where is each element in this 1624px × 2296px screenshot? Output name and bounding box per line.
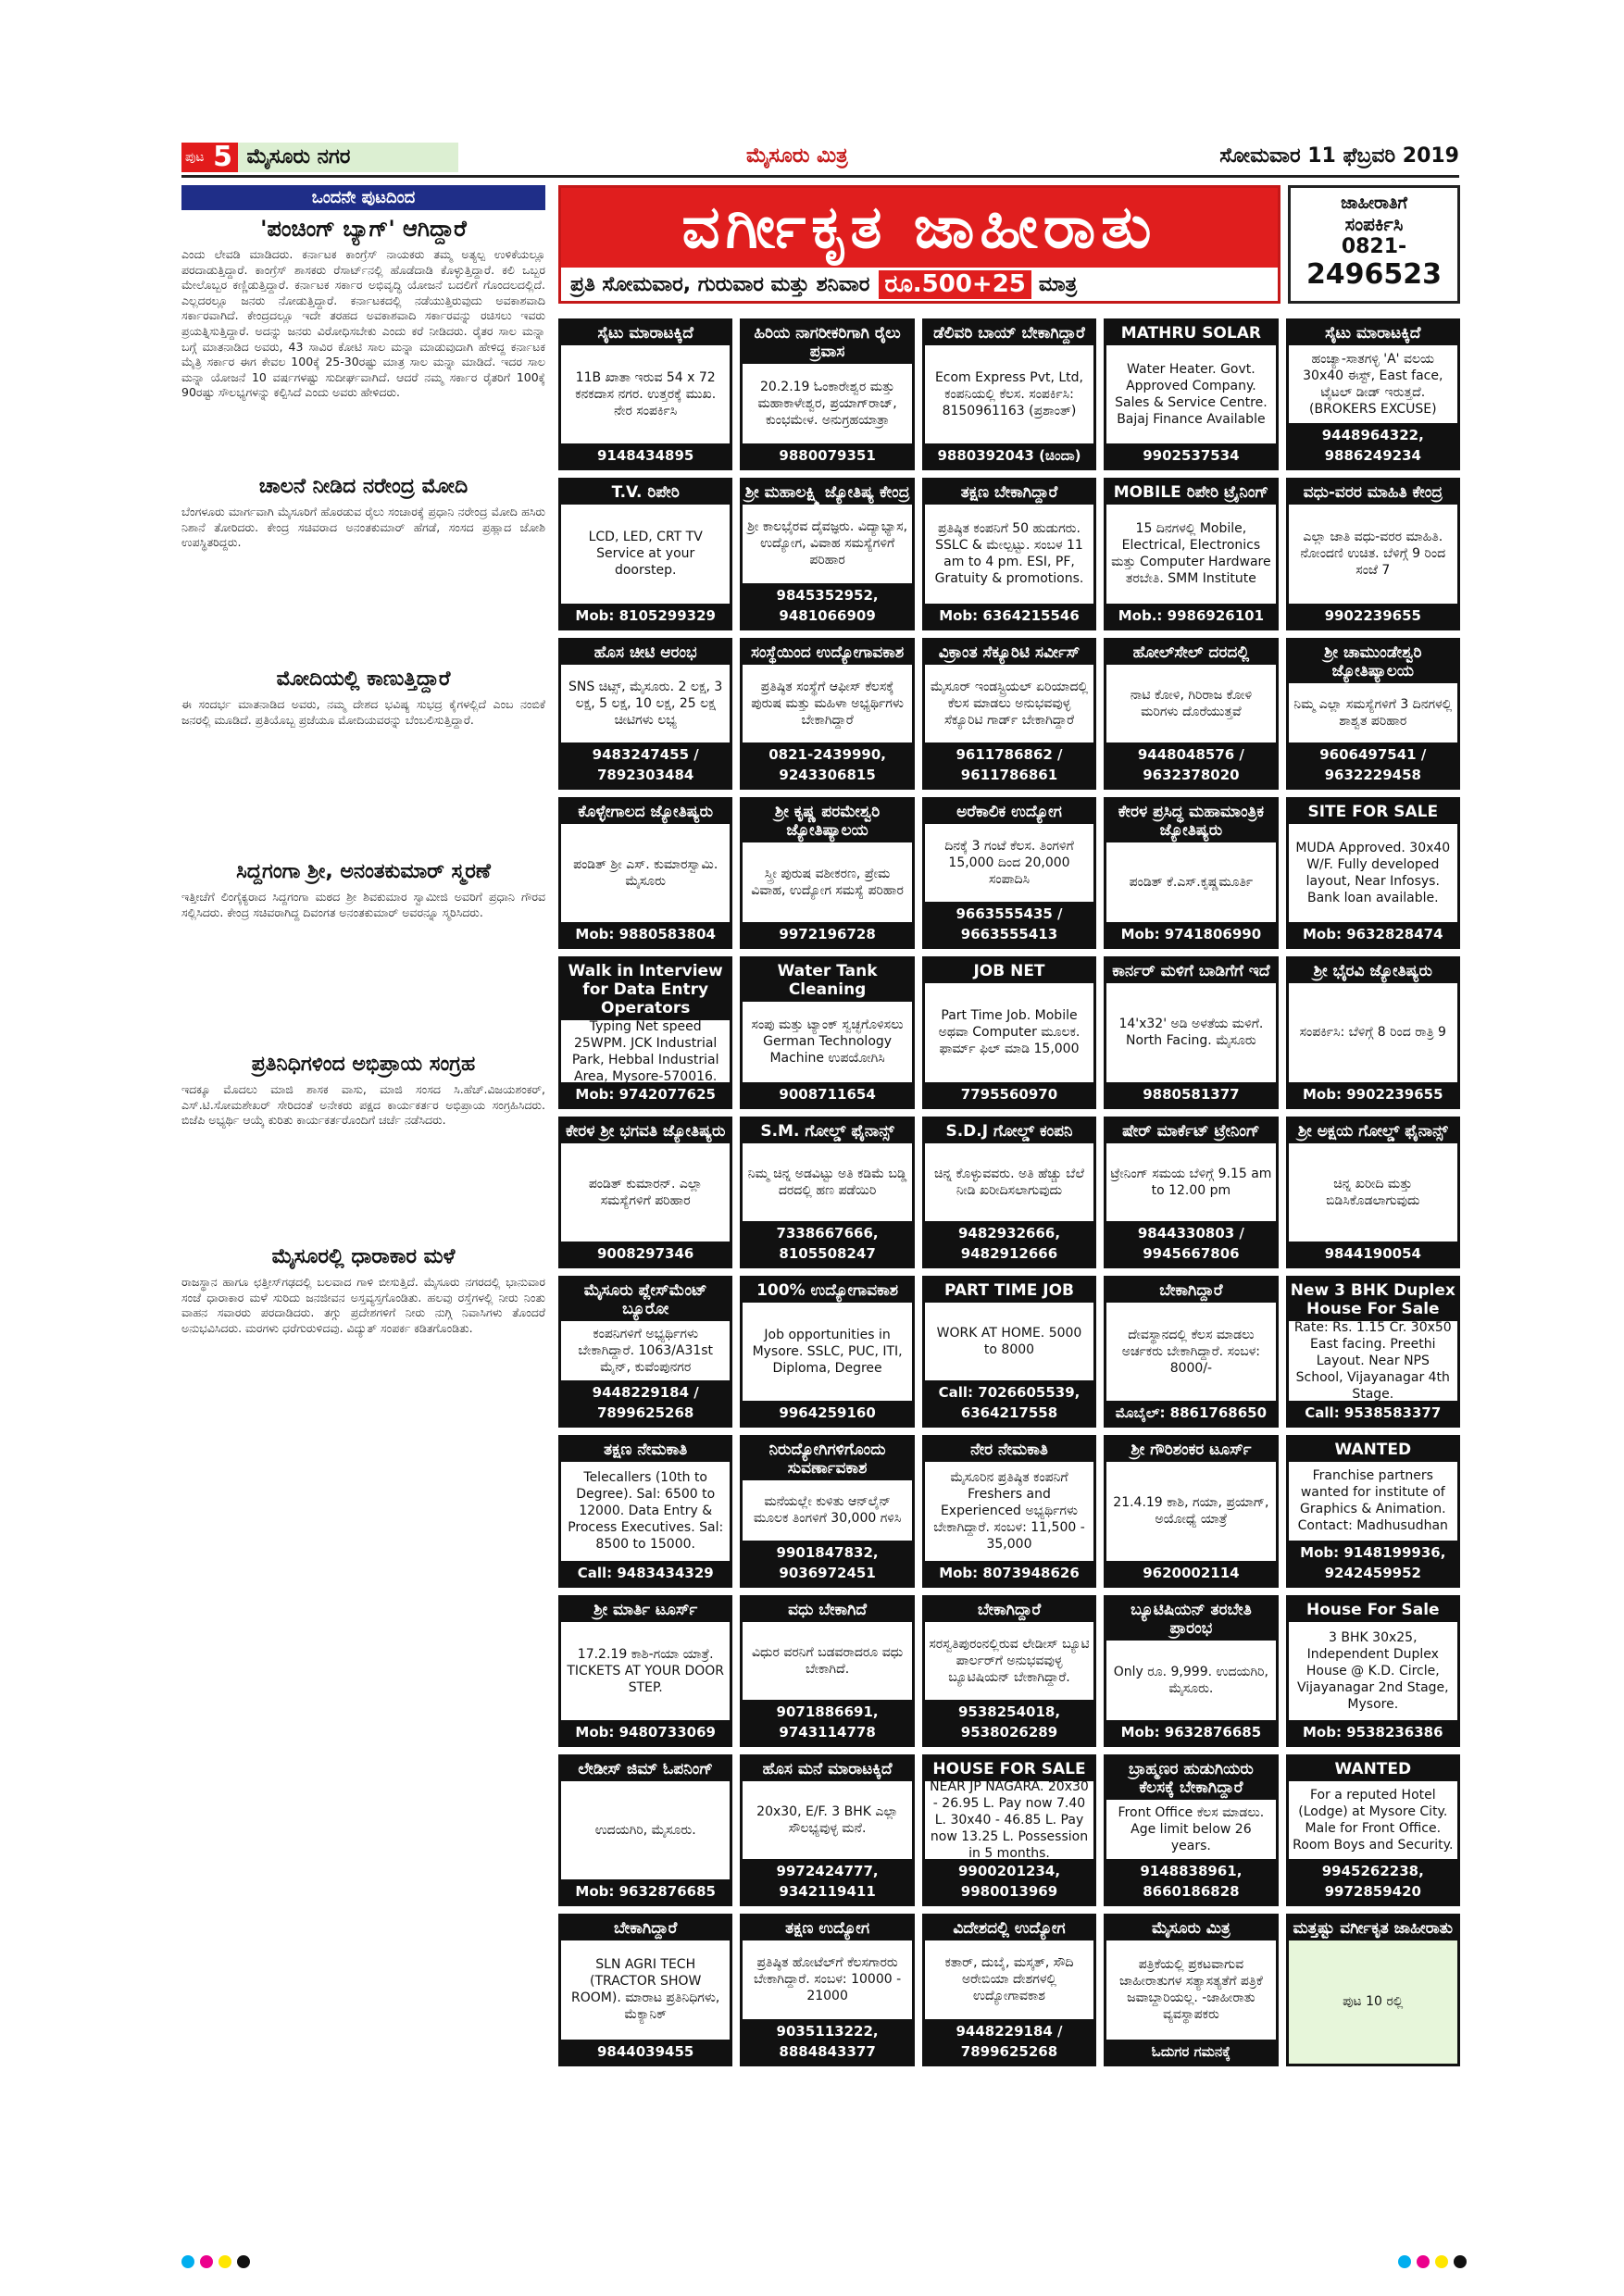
classified-ad [922,797,1096,949]
ad-phone: 9972424777, 9342119411 [743,1859,911,1903]
ad-title: ಅರೆಕಾಲಿಕ ಉದ್ಯೋಗ [925,800,1093,824]
paragraph-3: ಇತ್ತೀಚೆಗೆ ಲಿಂಗೈಕ್ಯರಾದ ಸಿದ್ದಗಂಗಾ ಮಠದ ಶ್ರೀ ಶಿವಕುಮಾರ ಸ್ವಾಮೀಜಿ ಅವರಿಗೆ ಪ್ರಧಾನಿ ಗೌರವ ಸಲ್ಲಿಸಿದರು. ಕೇಂದ್ರ ಸಚಿವರಾಗಿದ್ದ ದಿವಂಗತ ಅನಂತಕುಮಾರ್ ಅವರನ್ನೂ ಸ್ಮರಿಸಿದರು. [181,890,545,919]
ad-phone: 9844190054 [1289,1242,1457,1266]
ad-title: ಕಾರ್ನರ್ ಮಳಿಗೆ ಬಾಡಿಗೆಗೆ ಇದೆ [1106,959,1275,983]
classified-ad [922,1435,1096,1587]
classified-ad [922,1117,1096,1268]
page-number: 5 [208,143,238,172]
ad-body: SLN AGRI TECH (TRACTOR SHOW ROOM). ಮಾರಾಟ ಪ್ರತಿನಿಧಿಗಳು, ಮೆಕ್ಯಾನಿಕ್ [571,1957,720,2023]
classified-ad [740,638,914,790]
page-label [181,143,458,172]
classified-ad [1104,797,1278,949]
ad-body: Only ರೂ. 9,999. ಉದಯಗಿರಿ, ಮೈಸೂರು. [1113,1664,1269,1696]
ad-phone: 9071886691, 9743114778 [743,1700,911,1744]
masthead: ಮೈಸೂರು ಮಿತ್ರ [746,144,848,168]
ad-phone: 7795560970 [925,1082,1093,1106]
ad-body: ಚಿನ್ನ ಖರೀದಿ ಮತ್ತು ಬಿಡಿಸಿಕೊಡಲಾಗುವುದು [1326,1176,1420,1208]
ad-title: ವಧು ಬೇಕಾಗಿದೆ [743,1598,911,1622]
ad-body: Telecallers (10th to Degree). Sal: 6500 to 12000. Data Entry & Process Executives. Sal: 8500 to 15000. [568,1470,724,1553]
ad-phone: 9606497541 / 9632229458 [1289,742,1457,787]
classified-ad [1286,478,1460,630]
ad-title: ಹೊಸ ಚೀಟಿ ಆರಂಭ [561,641,730,665]
classified-ad [922,1595,1096,1747]
ad-body: ನಾಟಿ ಕೋಳಿ, ಗಿರಿರಾಜ ಕೋಳಿ ಮರಿಗಳು ದೊರೆಯುತ್ತವೆ [1130,687,1253,719]
ad-body: LCD, LED, CRT TV Service at your doorstep. [588,530,703,579]
ad-title: ಹೋಲ್‌ಸೇಲ್ ದರದಲ್ಲಿ [1106,641,1275,665]
ad-body: ಟ್ರೇನಿಂಗ್ ಸಮಯ ಬೆಳಿಗ್ಗೆ 9.15 am to 12.00 pm [1110,1166,1272,1198]
classified-ad [740,1435,914,1587]
ad-phone: Mob.: 9986926101 [1106,604,1275,628]
ad-body: Part Time Job. Mobile ಅಥವಾ Computer ಮೂಲಕ. ಫಾರ್ಮ್ ಫಿಲ್ ಮಾಡಿ 15,000 [938,1008,1081,1057]
ad-body: ಚಿನ್ನ ಕೊಳ್ಳುವವರು. ಅತಿ ಹೆಚ್ಚು ಬೆಲೆ ನೀಡಿ ಖರೀದಿಸಲಾಗುವುದು [934,1166,1084,1198]
classified-ad [1104,638,1278,790]
ad-phone: 9448048576 / 9632378020 [1106,742,1275,787]
ad-phone: 9483247455 / 7892303484 [561,742,730,787]
subhead-3: ಸಿದ್ದಗಂಗಾ ಶ್ರೀ, ಅನಂತಕುಮಾರ್ ಸ್ಮರಣೆ [236,860,491,883]
ad-phone: Mob: 9148199936, 9242459952 [1289,1541,1457,1585]
ad-phone: 9008297346 [561,1242,730,1266]
yellow-dot [1435,2255,1448,2268]
ad-body: ಮನೆಯಲ್ಲೇ ಕುಳಿತು ಆನ್‌ಲೈನ್ ಮೂಲಕ ತಿಂಗಳಿಗೆ 30,000 ಗಳಿಸಿ [753,1494,902,1527]
classifieds-days: ಪ್ರತಿ ಸೋಮವಾರ, ಗುರುವಾರ ಮತ್ತು ಶನಿವಾರ [570,272,870,296]
ad-title: ಬೇಕಾಗಿದ್ದಾರೆ [925,1598,1093,1622]
subhead-4: ಪ್ರತಿನಿಧಿಗಳಿಂದ ಅಭಿಪ್ರಾಯ ಸಂಗ್ರಹ [251,1053,476,1076]
yellow-dot [219,2255,231,2268]
classified-ad [558,1754,732,1906]
ad-phone: 9844330803 / 9945667806 [1106,1221,1275,1266]
ad-phone: 9972196728 [743,922,911,946]
contact-phone: 2496523 [1305,258,1443,291]
ad-phone: 9663555435 / 9663555413 [925,902,1093,946]
classified-ad [1286,1276,1460,1428]
ad-phone: 9902537534 [1106,443,1275,468]
ad-title: Water Tank Cleaning [743,959,911,1002]
ad-title: ಡೆಲಿವರಿ ಬಾಯ್ ಬೇಕಾಗಿದ್ದಾರೆ [925,321,1093,345]
ad-body: ಪತ್ರಿಕೆಯಲ್ಲಿ ಪ್ರಕಟವಾಗುವ ಜಾಹೀರಾತುಗಳ ಸತ್ಯಾಸತ್ಯತೆಗೆ ಪತ್ರಿಕೆ ಜವಾಬ್ದಾರಿಯಲ್ಲ. -ಜಾಹೀರಾತು ವ್ಯವಸ್ಥಾಪಕರು [1119,1957,1263,2023]
page-section-name: ಮೈಸೂರು ನಗರ [238,143,458,172]
ad-phone: 9448229184 / 7899625268 [925,2019,1093,2064]
ad-phone: 9901847832, 9036972451 [743,1541,911,1585]
ad-title: PART TIME JOB [925,1279,1093,1303]
ad-body: ಪ್ರತಿಷ್ಠಿತ ಹೋಟೆಲ್‌ಗೆ ಕೆಲಸಗಾರರು ಬೇಕಾಗಿದ್ದಾರೆ. ಸಂಬಳ: 10000 - 21000 [754,1955,902,2004]
continued-banner: ಒಂದನೇ ಪುಟದಿಂದ [181,185,545,210]
ad-body: ಪಂಡಿತ್ ಕುಮಾರನ್. ಎಲ್ಲಾ ಸಮಸ್ಯೆಗಳಿಗೆ ಪರಿಹಾರ [588,1176,703,1208]
ad-body: Typing Net speed 25WPM. JCK Industrial Park, Hebbal Industrial Area, Mysore-570016. [571,1020,719,1082]
ad-title: ನಿರುದ್ಯೋಗಿಗಳಿಗೊಂದು ಸುವರ್ಣಾವಕಾಶ [743,1438,911,1480]
magenta-dot [200,2255,213,2268]
ad-phone: ಓದುಗರ ಗಮನಕ್ಕೆ [1106,2040,1275,2064]
ad-phone: 9611786862 / 9611786861 [925,742,1093,787]
ad-body: Ecom Express Pvt, Ltd, ಕಂಪನಿಯಲ್ಲಿ ಕೆಲಸ. ಸಂಪರ್ಕಿಸಿ: 8150961163 (ಪ್ರಶಾಂತ್) [934,370,1084,419]
ad-title: ಸಂಸ್ಥೆಯಿಂದ ಉದ್ಯೋಗಾವಕಾಶ [743,641,911,665]
classified-ad [558,1595,732,1747]
ad-body: For a reputed Hotel (Lodge) at Mysore City. Male for Front Office. Room Boys and Security. [1293,1788,1454,1853]
contact-line-2: ಸಂಪರ್ಕಿಸಿ [1344,213,1404,235]
classifieds-title: ವರ್ಗೀಕೃತ ಜಾಹೀರಾತು [561,188,1278,268]
ad-title: MOBILE ರಿಪೇರಿ ಟ್ರೈನಿಂಗ್ [1106,480,1275,505]
print-registration-marks-right [1398,2255,1467,2268]
classified-ad [1104,1914,1278,2065]
ad-title: ಶ್ರೀ ಕೃಷ್ಣ ಪರಮೇಶ್ವರಿ ಜ್ಯೋತಿಷ್ಯಾಲಯ [743,800,911,842]
classified-ad [922,956,1096,1108]
classified-ads-grid [558,318,1460,2226]
ad-title: ಕೇರಳ ಶ್ರೀ ಭಗವತಿ ಜ್ಯೋತಿಷ್ಯರು [561,1119,730,1143]
classified-ad [1104,1276,1278,1428]
ad-body: WORK AT HOME. 5000 to 8000 [936,1326,1082,1358]
ad-body: ಉದಯಗಿರಿ, ಮೈಸೂರು. [594,1823,696,1839]
ad-title: JOB NET [925,959,1093,983]
ad-body: 15 ದಿನಗಳಲ್ಲಿ Mobile, Electrical, Electronics ಮತ್ತು Computer Hardware ತರಬೇತಿ. SMM Institute [1111,521,1271,587]
page-header [181,141,1459,178]
ad-phone: Mob: 9632876685 [1106,1720,1275,1744]
ad-title: ಶ್ರೀ ಮಹಾಲಕ್ಷ್ಮಿ ಜ್ಯೋತಿಷ್ಯ ಕೇಂದ್ರ [743,480,911,505]
ad-title: New 3 BHK Duplex House For Sale [1289,1279,1457,1321]
classified-ad [1104,318,1278,470]
classified-ad [1104,1754,1278,1906]
ad-phone: Mob: 8073948626 [925,1561,1093,1585]
ad-title: ವಿಕ್ರಾಂತ ಸೆಕ್ಯೂರಿಟಿ ಸರ್ವೀಸ್ [925,641,1093,665]
ad-body: ಮೈಸೂರ್ ಇಂಡಸ್ಟ್ರಿಯಲ್ ಏರಿಯಾದಲ್ಲಿ ಕೆಲಸ ಮಾಡಲು ಅನುಭವವುಳ್ಳ ಸೆಕ್ಯೂರಿಟಿ ಗಾರ್ಡ್ ಬೇಕಾಗಿದ್ದಾರೆ [930,679,1089,728]
black-dot [1454,2255,1467,2268]
classified-ad [1286,956,1460,1108]
ad-body: ವಿಧುರ ವರನಿಗೆ ಬಡವರಾದರೂ ವಧು ಬೇಕಾಗಿದೆ. [751,1644,904,1677]
ad-title: S.D.J ಗೋಲ್ಡ್ ಕಂಪನಿ [925,1119,1093,1143]
classified-ad [1286,638,1460,790]
ad-phone: Call: 9538583377 [1289,1401,1457,1425]
contact-line-1: ಜಾಹೀರಾತಿಗೆ [1341,193,1407,213]
ad-title: ಷೇರ್ ಮಾರ್ಕೆಟ್ ಟ್ರೇನಿಂಗ್ [1106,1119,1275,1143]
subhead-2: ಮೋದಿಯಲ್ಲಿ ಕಾಣುತ್ತಿದ್ದಾರೆ [276,668,451,691]
classifieds-rate: ರೂ.500+25 [879,270,1031,299]
ad-title: WANTED [1289,1438,1457,1462]
ad-title: ತಕ್ಷಣ ಬೇಕಾಗಿದ್ದಾರೆ [925,480,1093,505]
ad-body: ನಿಮ್ಮ ಚಿನ್ನ ಅಡವಿಟ್ಟು ಅತಿ ಕಡಿಮೆ ಬಡ್ಡಿ ದರದಲ್ಲಿ ಹಣ ಪಡೆಯಿರಿ [747,1166,907,1198]
classifieds-banner [558,185,1280,304]
print-registration-marks-left [181,2255,250,2268]
news-column [181,185,545,2227]
ad-body: 14'x32' ಅಡಿ ಅಳತೆಯ ಮಳಿಗೆ. North Facing. ಮೈಸೂರು [1118,1017,1264,1049]
ad-body: Rate: Rs. 1.15 Cr. 30x50 East facing. Preethi Layout. Near NPS School, Vijayanagar 4th Stage. [1293,1320,1452,1402]
ad-phone: 9482932666, 9482912666 [925,1221,1093,1266]
subhead-5: ಮೈಸೂರಲ್ಲಿ ಧಾರಾಕಾರ ಮಳೆ [271,1245,456,1268]
ad-title: ಕೊಳ್ಳೇಗಾಲದ ಜ್ಯೋತಿಷ್ಯರು [561,800,730,824]
classified-ad [740,1117,914,1268]
ad-title: ನೇರ ನೇಮಕಾತಿ [925,1438,1093,1462]
ad-phone: Mob: 9480733069 [561,1720,730,1744]
paragraph-2: ಈ ಸಂದರ್ಭ ಮಾತನಾಡಿದ ಅವರು, ನಮ್ಮ ದೇಶದ ಭವಿಷ್ಯ ಸುಭದ್ರ ಕೈಗಳಲ್ಲಿದೆ ಎಂಬ ನಂಬಿಕೆ ಜನರಲ್ಲಿ ಮೂಡಿದೆ. ಪ್ರತಿಯೊಬ್ಬ ಪ್ರಜೆಯೂ ಮೋದಿಯವರನ್ನು ಬೆಂಬಲಿಸುತ್ತಿದ್ದಾರೆ. [181,697,545,727]
ad-body: ಪಂಡಿತ್ ಶ್ರೀ ಎಸ್. ಕುಮಾರಸ್ವಾಮಿ. ಮೈಸೂರು [573,857,718,890]
classified-ad [740,1754,914,1906]
ad-phone: Mob: 8105299329 [561,604,730,628]
contact-line-3: 0821- [1341,235,1407,258]
classified-ad [740,478,914,630]
ad-body: ಪ್ರತಿಷ್ಠಿತ ಕಂಪನಿಗೆ 50 ಹುಡುಗರು. SSLC & ಮೇಲ್ಪಟ್ಟು. ಸಂಬಳ 11 am to 4 pm. ESI, PF, Gratuity & promotions. [934,521,1084,587]
ad-title: ಶ್ರೀ ಅಕ್ಷಯ ಗೋಲ್ಡ್ ಫೈನಾನ್ಸ್ [1289,1119,1457,1143]
ad-phone: 9448229184 / 7899625268 [561,1380,730,1425]
ad-body: ಸಂಪರ್ಕಿಸಿ: ಬೆಳಿಗ್ಗೆ 8 ರಿಂದ ರಾತ್ರಿ 9 [1299,1025,1446,1041]
ad-phone: 9880581377 [1106,1082,1275,1106]
ad-phone: Mob: 6364215546 [925,604,1093,628]
ad-body: Water Heater. Govt. Approved Company. Sales & Service Centre. Bajaj Finance Available [1115,362,1268,428]
ad-title: ಕೇರಳ ಪ್ರಸಿದ್ಧ ಮಹಾಮಾಂತ್ರಿಕ ಜ್ಯೋತಿಷ್ಯರು [1106,800,1275,842]
ad-title: ಬ್ಯೂಟಿಷಿಯನ್ ತರಬೇತಿ ಪ್ರಾರಂಭ [1106,1598,1275,1641]
classified-ad [1286,1914,1460,2065]
ad-body: ಸ್ತ್ರೀ ಪುರುಷ ವಶೀಕರಣ, ಪ್ರೇಮ ವಿವಾಹ, ಉದ್ಯೋಗ ಸಮಸ್ಯೆ ಪರಿಹಾರ [751,867,904,899]
ad-contact-box [1288,185,1460,304]
classified-ad [1286,1435,1460,1587]
classified-ad [922,1276,1096,1428]
ad-title: ಶ್ರೀ ಭೈರವಿ ಜ್ಯೋತಿಷ್ಯರು [1289,959,1457,983]
ad-title: ಬ್ರಾಹ್ಮಣರ ಹುಡುಗಿಯರು ಕೆಲಸಕ್ಕೆ ಬೇಕಾಗಿದ್ದಾರೆ [1106,1757,1275,1800]
paragraph-1: ಬೆಂಗಳೂರು ಮಾರ್ಗವಾಗಿ ಮೈಸೂರಿಗೆ ಹೊರಡುವ ರೈಲು ಸಂಚಾರಕ್ಕೆ ಪ್ರಧಾನಿ ನರೇಂದ್ರ ಮೋದಿ ಹಸಿರು ನಿಶಾನೆ ತೋರಿದರು. ಕೇಂದ್ರ ಸಚಿವರಾದ ಅನಂತಕುಮಾರ್ ಹೆಗಡೆ, ಸಂಸದ ಪ್ರಹ್ಲಾದ ಜೋಶಿ ಉಪಸ್ಥಿತರಿದ್ದರು. [181,505,545,550]
ad-body: 20x30, E/F. 3 BHK ಎಲ್ಲಾ ಸೌಲಭ್ಯವುಳ್ಳ ಮನೆ. [756,1804,899,1837]
classified-ad [1104,1117,1278,1268]
classified-ad [922,318,1096,470]
classified-ad [558,1435,732,1587]
ad-title: HOUSE FOR SALE [925,1757,1093,1781]
ad-title: ತಕ್ಷಣ ಉದ್ಯೋಗ [743,1916,911,1940]
ad-phone: Call: 9483434329 [561,1561,730,1585]
classified-ad [558,956,732,1108]
ad-phone: 9035113222, 8884843377 [743,2019,911,2064]
paragraph-5: ರಾಜಸ್ಥಾನ ಹಾಗೂ ಛತ್ತೀಸ್‌ಗಢದಲ್ಲಿ ಬಲವಾದ ಗಾಳಿ ಬೀಸುತ್ತಿದೆ. ಮೈಸೂರು ನಗರದಲ್ಲಿ ಭಾನುವಾರ ಸಂಜೆ ಧಾರಾಕಾರ ಮಳೆ ಸುರಿದು ಜನಜೀವನ ಅಸ್ತವ್ಯಸ್ತಗೊಂಡಿತು. ಹಲವು ರಸ್ತೆಗಳಲ್ಲಿ ನೀರು ನಿಂತು ವಾಹನ ಸವಾರರು ಪರದಾಡಿದರು. ತಗ್ಗು ಪ್ರದೇಶಗಳಿಗೆ ನೀರು ನುಗ್ಗಿ ನಿವಾಸಿಗಳು ತೊಂದರೆ ಅನುಭವಿಸಿದರು. ಮರಗಳು ಧರೆಗುರುಳಿದವು. ವಿದ್ಯುತ್ ಸಂಪರ್ಕ ಕಡಿತಗೊಂಡಿತು. [181,1275,545,1335]
ad-title: 100% ಉದ್ಯೋಗಾವಕಾಶ [743,1279,911,1303]
ad-phone: Mob: 9538236386 [1289,1720,1457,1744]
ad-title: ಮೈಸೂರು ಮಿತ್ರ [1106,1916,1275,1940]
ad-body: ಪುಟ 10 ರಲ್ಲಿ [1343,1994,1404,2010]
ad-body: NEAR JP NAGARA. 20x30 - 26.95 L. Pay now 7.40 L. 30x40 - 46.85 L. Pay now 13.25 L. Possession in 5 months. [930,1780,1089,1860]
classified-ad [1286,797,1460,949]
classified-ad [558,1117,732,1268]
page-prefix: ಪುಟ [181,143,208,172]
ad-phone: 9148434895 [561,443,730,468]
classified-ad [1286,1754,1460,1906]
ad-body: ಎಲ್ಲಾ ಜಾತಿ ವಧು-ವರರ ಮಾಹಿತಿ. ನೋಂದಣಿ ಉಚಿತ. ಬೆಳಿಗ್ಗೆ 9 ರಿಂದ ಸಂಜೆ 7 [1300,530,1446,579]
ad-phone: ಮೊಬೈಲ್: 8861768650 [1106,1401,1275,1425]
classified-ad [740,318,914,470]
ad-body: ಸರಸ್ವತಿಪುರಂನಲ್ಲಿರುವ ಲೇಡೀಸ್ ಬ್ಯೂಟಿ ಪಾರ್ಲರ್‌ಗೆ ಅನುಭವವುಳ್ಳ ಬ್ಯೂಟಿಷಿಯನ್ ಬೇಕಾಗಿದ್ದಾರೆ. [929,1636,1090,1685]
ad-phone: 9538254018, 9538026289 [925,1700,1093,1744]
ad-phone: 9620002114 [1106,1561,1275,1585]
ad-phone: 9845352952, 9481066909 [743,583,911,628]
ad-body: ದಿನಕ್ಕೆ 3 ಗಂಟೆ ಕೆಲಸ. ತಿಂಗಳಿಗೆ 15,000 ದಿಂದ 20,000 ಸಂಪಾದಿಸಿ [944,839,1074,888]
ad-phone: 9902239655 [1289,604,1457,628]
ad-title: House For Sale [1289,1598,1457,1622]
ad-body: Front Office ಕೆಲಸ ಮಾಡಲು. Age limit below 26 years. [1118,1805,1265,1854]
ad-phone: Mob: 9742077625 [561,1082,730,1106]
ad-body: ಸಂಪು ಮತ್ತು ಟ್ಯಾಂಕ್ ಸ್ವಚ್ಛಗೊಳಿಸಲು German Technology Machine ಉಪಯೋಗಿಸಿ [751,1017,904,1067]
ad-body: ಪ್ರತಿಷ್ಠಿತ ಸಂಸ್ಥೆಗೆ ಆಫೀಸ್ ಕೆಲಸಕ್ಕೆ ಪುರುಷ ಮತ್ತು ಮಹಿಳಾ ಅಭ್ಯರ್ಥಿಗಳು ಬೇಕಾಗಿದ್ದಾರೆ [751,679,904,728]
ad-body: ನಿಮ್ಮ ಎಲ್ಲಾ ಸಮಸ್ಯೆಗಳಿಗೆ 3 ದಿನಗಳಲ್ಲಿ ಶಾಶ್ವತ ಪರಿಹಾರ [1293,696,1453,729]
ad-body: 17.2.19 ಕಾಶಿ-ಗಯಾ ಯಾತ್ರೆ. TICKETS AT YOUR DOOR STEP. [567,1646,725,1695]
classified-ad [1104,478,1278,630]
ad-body: 20.2.19 ಓಂಕಾರೇಶ್ವರ ಮತ್ತು ಮಹಾಕಾಳೇಶ್ವರ, ಪ್ರಯಾಗ್‌ರಾಜ್, ಕುಂಭಮೇಳ. ಅನುಗ್ರಹಯಾತ್ರಾ [757,380,897,429]
classified-ad [558,318,732,470]
ad-phone: 9945262238, 9972859420 [1289,1859,1457,1903]
ad-phone: 9148838961, 8660186828 [1106,1859,1275,1903]
ad-phone: Call: 7026605539, 6364217558 [925,1380,1093,1425]
ad-title: ಮತ್ತಷ್ಟು ವರ್ಗೀಕೃತ ಜಾಹೀರಾತು [1289,1916,1457,1940]
classified-ad [558,1276,732,1428]
ad-phone: Mob: 9902239655 [1289,1082,1457,1106]
classified-ad [1286,1595,1460,1747]
ad-body: 3 BHK 30x25, Independent Duplex House @ K.D. Circle, Vijayanagar 2nd Stage, Mysore. [1296,1629,1449,1712]
ad-title: ಮೈಸೂರು ಪ್ಲೇಸ್‌ಮೆಂಟ್ ಬ್ಯೂರೋ [561,1279,730,1321]
magenta-dot [1417,2255,1430,2268]
classified-ad [740,1276,914,1428]
ad-title: S.M. ಗೋಲ್ಡ್ ಫೈನಾನ್ಸ್ [743,1119,911,1143]
ad-body: ಮೈಸೂರಿನ ಪ್ರತಿಷ್ಠಿತ ಕಂಪನಿಗೆ Freshers and Experienced ಅಭ್ಯರ್ಥಿಗಳು ಬೇಕಾಗಿದ್ದಾರೆ. ಸಂಬಳ: 11,500 - 35,000 [933,1470,1085,1553]
classified-ad [1286,1117,1460,1268]
ad-title: ವಿದೇಶದಲ್ಲಿ ಉದ್ಯೋಗ [925,1916,1093,1940]
ad-body: MUDA Approved. 30x40 W/F. Fully developed layout, Near Infosys. Bank loan available. [1295,841,1451,906]
classified-ad [1104,956,1278,1108]
lead-headline: 'ಪಂಚಿಂಗ್ ಬ್ಯಾಗ್' ಆಗಿದ್ದಾರೆ [260,216,467,242]
ad-body: Franchise partners wanted for institute of Graphics & Animation. Contact: Madhusudhan [1297,1468,1448,1534]
classified-ad [922,1914,1096,2065]
classified-ad [1104,1435,1278,1587]
ad-title: ಸೈಟು ಮಾರಾಟಕ್ಕಿದೆ [561,321,730,345]
classified-ad [558,638,732,790]
ad-phone: Mob: 9632876685 [561,1879,730,1903]
ad-phone: 9008711654 [743,1082,911,1106]
ad-title: ಲೇಡೀಸ್ ಜಿಮ್ ಓಪನಿಂಗ್ [561,1757,730,1781]
ad-phone: 7338667666, 8105508247 [743,1221,911,1266]
ad-title: ಶ್ರೀ ಮಾರ್ತಿ ಟೂರ್ಸ್ [561,1598,730,1622]
ad-body: ಶ್ರೀ ಕಾಲಭೈರವ ದೈವಜ್ಞರು. ವಿದ್ಯಾಭ್ಯಾಸ, ಉದ್ಯೋಗ, ವಿವಾಹ ಸಮಸ್ಯೆಗಳಿಗೆ ಪರಿಹಾರ [747,519,908,568]
ad-phone: Mob: 9632828474 [1289,922,1457,946]
classified-ad [1104,1595,1278,1747]
classified-ad [740,797,914,949]
classified-ad [558,478,732,630]
ad-title: ಹೊಸ ಮನೆ ಮಾರಾಟಕ್ಕಿದೆ [743,1757,911,1781]
ad-body: ಹಂಚ್ಯಾ-ಸಾತಗಳ್ಳಿ 'A' ವಲಯ 30x40 ಈಸ್ಟ್, East face, ಟೈಟಲ್ ಡೀಡ್ ಇರುತ್ತದೆ. (BROKERS EXCUSE) [1303,352,1443,418]
ad-title: MATHRU SOLAR [1106,321,1275,345]
ad-title: ಶ್ರೀ ಗೌರಿಶಂಕರ ಟೂರ್ಸ್ [1106,1438,1275,1462]
ad-body: ಪಂಡಿತ್ ಕೆ.ಎಸ್.ಕೃಷ್ಣಮೂರ್ತಿ [1129,875,1254,891]
ad-body: ದೇವಸ್ಥಾನದಲ್ಲಿ ಕೆಲಸ ಮಾಡಲು ಅರ್ಚಕರು ಬೇಕಾಗಿದ್ದಾರೆ. ಸಂಬಳ: 8000/- [1121,1328,1261,1377]
ad-title: ಬೇಕಾಗಿದ್ದಾರೆ [561,1916,730,1940]
ad-phone: 9844039455 [561,2040,730,2064]
ad-body: ಕತಾರ್, ದುಬೈ, ಮಸ್ಕತ್, ಸೌದಿ ಅರೇಬಿಯಾ ದೇಶಗಳಲ್ಲಿ ಉದ್ಯೋಗಾವಕಾಶ [944,1955,1074,2004]
ad-phone: 9448964322, 9886249234 [1289,423,1457,468]
classifieds-rate-suffix: ಮಾತ್ರ [1038,272,1078,296]
ad-phone: 0821-2439990, 9243306815 [743,742,911,787]
classified-ad [922,1754,1096,1906]
cyan-dot [181,2255,194,2268]
cyan-dot [1398,2255,1411,2268]
ad-body: SNS ಚಿಟ್ಸ್, ಮೈಸೂರು. 2 ಲಕ್ಷ, 3 ಲಕ್ಷ, 5 ಲಕ್ಷ, 10 ಲಕ್ಷ, 25 ಲಕ್ಷ ಚೀಟಿಗಳು ಲಭ್ಯ [568,679,723,728]
subhead-1: ಚಾಲನೆ ನೀಡಿದ ನರೇಂದ್ರ ಮೋದಿ [258,475,468,498]
ad-title: ವಧು-ವರರ ಮಾಹಿತಿ ಕೇಂದ್ರ [1289,480,1457,505]
classified-ad [1286,318,1460,470]
ad-title: Walk in Interview for Data Entry Operators [561,959,730,1020]
classifieds-subtitle-row [561,268,1278,301]
ad-body: ಕಂಪನಿಗಳಿಗೆ ಅಭ್ಯರ್ಥಿಗಳು ಬೇಕಾಗಿದ್ದಾರೆ. 1063/A31st ಮೈನ್, ಕುವೆಂಪುನಗರ [578,1327,714,1376]
classified-ad [922,638,1096,790]
ad-phone: 9880079351 [743,443,911,468]
ad-title: ಬೇಕಾಗಿದ್ದಾರೆ [1106,1279,1275,1303]
ad-title: ತಕ್ಷಣ ನೇಮಕಾತಿ [561,1438,730,1462]
ad-body: Job opportunities in Mysore. SSLC, PUC, ITI, Diploma, Degree [752,1328,903,1377]
ad-title: WANTED [1289,1757,1457,1781]
ad-phone: Mob: 9880583804 [561,922,730,946]
ad-title: ಶ್ರೀ ಚಾಮುಂಡೇಶ್ವರಿ ಜ್ಯೋತಿಷ್ಯಾಲಯ [1289,641,1457,683]
ad-phone: 9964259160 [743,1401,911,1425]
classified-ad [558,1914,732,2065]
paragraph-4: ಇದಕ್ಕೂ ಮೊದಲು ಮಾಜಿ ಶಾಸಕ ವಾಸು, ಮಾಜಿ ಸಂಸದ ಸಿ.ಹೆಚ್.ವಿಜಯಶಂಕರ್, ಎಸ್.ಟಿ.ಸೋಮಶೇಖರ್ ಸೇರಿದಂತೆ ಅನೇಕರು ಪಕ್ಷದ ಕಾರ್ಯಕರ್ತರ ಅಭಿಪ್ರಾಯ ಸಂಗ್ರಹಿಸಿದರು. ಬಿಜೆಪಿ ಅಭ್ಯರ್ಥಿ ಆಯ್ಕೆ ಕುರಿತು ಕಾರ್ಯಕರ್ತರೊಂದಿಗೆ ಚರ್ಚೆ ನಡೆಸಿದರು. [181,1082,545,1128]
ad-body: 11B ಖಾತಾ ಇರುವ 54 x 72 ಕನಕದಾಸ ನಗರ. ಉತ್ತರಕ್ಕೆ ಮುಖ. ನೇರ ಸಂಪರ್ಕಿಸಿ [575,370,717,419]
ad-title: T.V. ರಿಪೇರಿ [561,480,730,505]
ad-title: SITE FOR SALE [1289,800,1457,824]
ad-title: ಸೈಟು ಮಾರಾಟಕ್ಕಿದೆ [1289,321,1457,345]
ad-phone: 9900201234, 9980013969 [925,1859,1093,1903]
ad-title: ಹಿರಿಯ ನಾಗರೀಕರಿಗಾಗಿ ರೈಲು ಪ್ರವಾಸ [743,321,911,364]
classified-ad [740,1914,914,2065]
black-dot [237,2255,250,2268]
classified-ad [922,478,1096,630]
ad-body: 21.4.19 ಕಾಶಿ, ಗಯಾ, ಪ್ರಯಾಗ್, ಅಯೋಧ್ಯೆ ಯಾತ್ರೆ [1113,1495,1269,1528]
lead-paragraph: ಎಂದು ಲೇವಡಿ ಮಾಡಿದರು. ಕರ್ನಾಟಕ ಕಾಂಗ್ರೆಸ್ ನಾಯಕರು ತಮ್ಮ ಅತ್ಯಲ್ಪ ಉಳಿಕೆಯಲ್ಲೂ ಪರದಾಡುತ್ತಿದ್ದಾರೆ. ಕಾಂಗ್ರೆಸ್ ಶಾಸಕರು ರೆಸಾರ್ಟ್‌ನಲ್ಲಿ ಹೊಡೆದಾಡಿ ಕೊಳ್ಳುತ್ತಿದ್ದಾರೆ. ಕಲಿ ಒಬ್ಬರ ಮೇಲೊಬ್ಬರ ಕಣ್ಣಿಡುತ್ತಿದ್ದಾರೆ. ಕರ್ನಾಟಕ ಸರ್ಕಾರ ಅಭಿವೃದ್ಧಿ ಯೋಜನೆ ಬದಲಿಗೆ ಗೊಂದಲದಲ್ಲಿದೆ. ಎಲ್ಲದರಲ್ಲೂ ಜನರು ನೋಡುತ್ತಿದ್ದಾರೆ. ಕರ್ನಾಟಕದಲ್ಲಿ ನಡೆಯುತ್ತಿರುವುದು ಅವಕಾಶವಾದಿ ಸರ್ಕಾರವಾಗಿದೆ. ಕೇಂದ್ರದಲ್ಲೂ ಇದೇ ತರಹದ ಅವಕಾಶವಾದಿ ಸರ್ಕಾರವನ್ನು ರಚಿಸಲು ಇವರು ಪ್ರಯತ್ನಿಸುತ್ತಿದ್ದಾರೆ. ಅದನ್ನು ಜನರು ವಿರೋಧಿಸಬೇಕು ಎಂದು ಕರೆ ನೀಡಿದರು. ರೈತರ ಸಾಲ ಮನ್ನಾ ಬಗ್ಗೆ ಮಾತನಾಡಿದ ಅವರು, 43 ಸಾವಿರ ಕೋಟಿ ಸಾಲ ಮನ್ನಾ ಮಾಡುವುದಾಗಿ ಹೇಳಿದ್ದ ಕರ್ನಾಟಕ ಮೈತ್ರಿ ಸರ್ಕಾರ ಈಗ ಕೇವಲ 100ಕ್ಕೆ 25-30ರಷ್ಟು ಮಾತ್ರ ಸಾಲ ಮನ್ನಾ ಮಾಡಿದೆ. ಇದರ ಸಾಲ ಮನ್ನಾ ಯೋಜನೆ 10 ವರ್ಷಗಳಷ್ಟು ಸುದೀರ್ಘವಾಗಿದೆ. ಆದರೆ ನಮ್ಮ ಸರ್ಕಾರ ರೈತರಿಗೆ 100ಕ್ಕೆ 90ರಷ್ಟು ಸೌಲಭ್ಯಗಳನ್ನು ಕಲ್ಪಿಸಿದೆ ಎಂದು ಅವರು ಹೇಳಿದರು. [181,247,545,400]
classified-ad [740,1595,914,1747]
classified-ad [740,956,914,1108]
issue-date: ಸೋಮವಾರ 11 ಫೆಬ್ರವರಿ 2019 [1219,144,1459,168]
ad-phone: Mob: 9741806990 [1106,922,1275,946]
ad-phone: 9880392043 (ಚಿಂದಾ) [925,443,1093,468]
classified-ad [558,797,732,949]
